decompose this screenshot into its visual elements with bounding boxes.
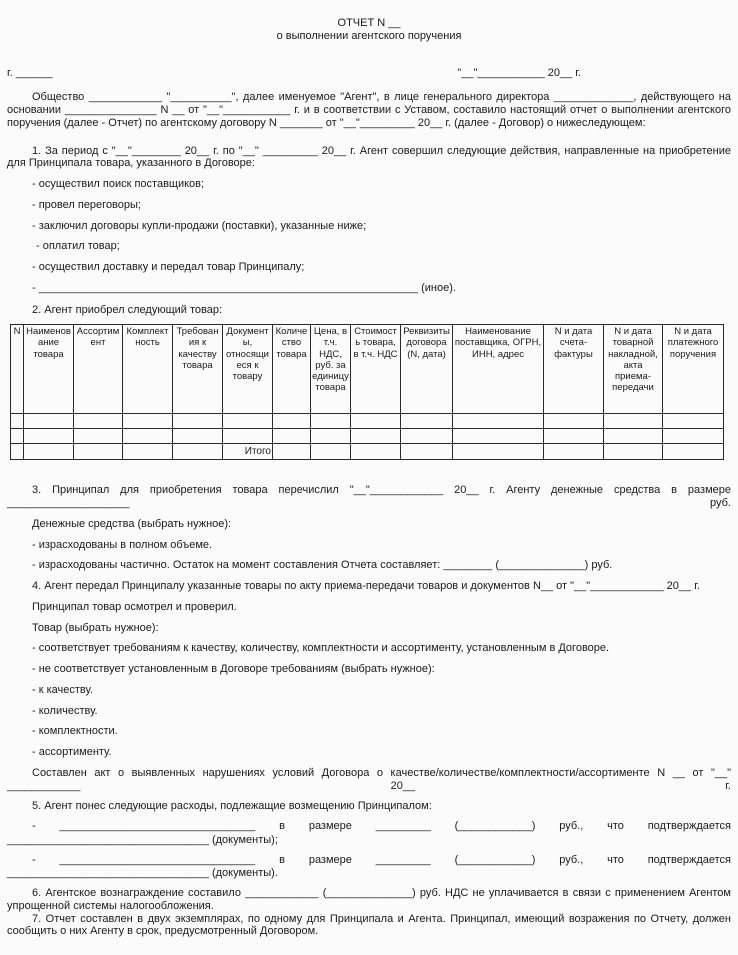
goods-table-header [11,325,724,414]
table-cell [123,444,173,460]
col-header-contract-details: Реквизиты договора (N, дата) [401,325,453,414]
table-cell [401,444,453,460]
action-item-contracts: - заключил договоры купли-продажи (поставки), указанные ниже; [32,219,367,232]
table-cell [604,414,663,429]
table-cell [663,444,724,460]
section4-lead: 4. Агент передал Принципалу указанные товары по акту приема-передачи товаров и документов N__ от "__"____________ 20__ г. [32,580,700,592]
table-cell [351,414,401,429]
report-subtitle: о выполнении агентского поручения [276,29,462,42]
expense1-line1: - ________________________________ в размере _________ (____________) руб., что подтверждается [32,820,731,832]
table-cell [663,414,724,429]
section6-paragraph: 6. Агентское вознаграждение составило ____________ (______________) руб. НДС не уплачивается в связи с применением Агентом упрощенной системы налогообложения. [7,887,731,912]
table-cell [351,444,401,460]
table-cell [453,444,544,460]
table-cell [24,414,74,429]
table-cell [401,429,453,444]
table-cell [74,414,123,429]
table-cell [401,414,453,429]
goods-choice-label: Товар (выбрать нужное): [32,621,159,634]
action-item-other-blank: - ______________________________________________________________ (иное). [32,281,456,294]
expense2-line2: _________________________________ (документы). [7,867,278,880]
table-cell [24,429,74,444]
title-block [7,17,731,43]
table-cell [273,444,311,460]
col-header-product-name: Наименование товара [24,325,74,414]
header-row [11,325,724,414]
action-item-negotiations: - провел переговоры; [32,198,141,211]
nonconform-assortment: - ассортименту. [32,746,112,758]
table-cell [11,444,24,460]
goods-table-body [11,414,724,460]
table-cell [24,444,74,460]
goods-conform-line: - соответствует требованиям к качеству, количеству, комплектности и ассортименту, установленным в Договоре. [32,642,610,655]
table-cell [273,414,311,429]
col-header-completeness: Комплектность [123,325,173,414]
goods-nonconform-line: - не соответствует установленным в Договоре требованиям (выбрать нужное): [32,663,435,675]
col-header-invoice: N и дата счета-фактуры [544,325,604,414]
table-cell [311,429,351,444]
col-header-documents: Документы, относящиеся к товару [223,325,273,414]
nonconform-completeness: - комплектности. [32,725,118,738]
col-header-waybill: N и дата товарной накладной, акта приема-передачи [604,325,663,414]
table-cell [453,429,544,444]
table-cell [453,414,544,429]
col-header-assortment: Ассортимент [74,325,123,414]
goods-inspected-line: Принципал товар осмотрел и проверил. [32,600,237,613]
meta-row [7,67,731,80]
table-cell [123,429,173,444]
funds-choice-label: Денежные средства (выбрать нужное): [32,517,232,530]
table-cell [173,429,223,444]
action-item-delivery: - осуществил доставку и передал товар Принципалу; [32,261,305,273]
table-cell [11,414,24,429]
table-cell [74,444,123,460]
col-header-quality-requirements: Требования к качеству товара [173,325,223,414]
goods-table [10,324,724,460]
table-cell [11,429,24,444]
col-header-supplier: Наименование поставщика, ОГРН, ИНН, адрес [453,325,544,414]
table-cell [544,429,604,444]
col-header-payment-order: N и дата платежного поручения [663,325,724,414]
table-cell [604,429,663,444]
report-title: ОТЧЕТ N __ [337,17,401,29]
section5-lead: 5. Агент понес следующие расходы, подлежащие возмещению Принципалом: [32,800,432,813]
violation-act-line: Составлен акт о выявленных нарушениях условий Договора о качестве/количестве/комплектности/ассортименте N __ от "__" ____________ 20__ г. [7,766,731,792]
section2-lead: 2. Агент приобрел следующий товар: [32,303,223,316]
col-header-quantity: Количество товара [273,325,311,414]
table-cell [173,414,223,429]
table-cell [604,444,663,460]
table-cell [663,429,724,444]
table-row [11,429,724,444]
funds-spent-full: - израсходованы в полном объеме. [32,538,213,551]
col-header-number: N [11,325,24,414]
total-row [11,444,724,460]
nonconform-quantity: - количеству. [32,704,98,717]
table-cell [544,414,604,429]
nonconform-quality: - к качеству. [32,683,93,696]
table-cell [544,444,604,460]
section1-lead: 1. За период с "__"________ 20__ г. по "__" _________ 20__ г. Агент совершил следующие действия, направленные на приобретение для Принципала товара, указанного в Договоре: [7,144,731,170]
table-cell [223,429,273,444]
table-cell [351,429,401,444]
section3-lead: 3. Принципал для приобретения товара перечислил "__"____________ 20__ г. Агенту денежные средства в размере ____________________ руб. [7,484,731,509]
table-cell [311,444,351,460]
table-cell [173,444,223,460]
total-label: Итого [223,444,273,460]
intro-paragraph: Общество ____________ "__________", далее именуемое "Агент", в лице генерального директора _____________, действующего на основании _______________ N __ от "__"___________ г. и в соответствии с Уставом, составило настоящий отчет о выполнении агентского поручения (далее - Отчет) по агентскому договору N _______ от "__"_________ 20__ г. (далее - Договор) о нижеследующем: [7,91,731,129]
table-cell [273,429,311,444]
table-cell [74,429,123,444]
expense2-line1: - ________________________________ в размере _________ (____________) руб., что подтверждается [32,853,731,866]
expense1-line2: _________________________________ (документы); [7,833,278,846]
section7-paragraph: 7. Отчет составлен в двух экземплярах, по одному для Принципала и Агента. Принципал, имеющий возражения по Отчету, должен сообщить о них Агенту в срок, предусмотренный Договором. [7,912,731,938]
table-cell [311,414,351,429]
city-field: г. ______ [7,66,53,79]
date-field: "__"___________ 20__ г. [457,66,581,79]
action-item-search: - осуществил поиск поставщиков; [32,178,205,190]
action-item-payment: - оплатил товар; [36,240,120,253]
table-row [11,414,724,429]
col-header-unit-price: Цена, в т.ч. НДС, руб. за единицу товара [311,325,351,414]
funds-spent-partial: - израсходованы частично. Остаток на момент составления Отчета составляет: ________ (______________) руб. [32,559,613,572]
col-header-cost: Стоимость товара, в т.ч. НДС [351,325,401,414]
table-cell [123,414,173,429]
table-cell [223,414,273,429]
